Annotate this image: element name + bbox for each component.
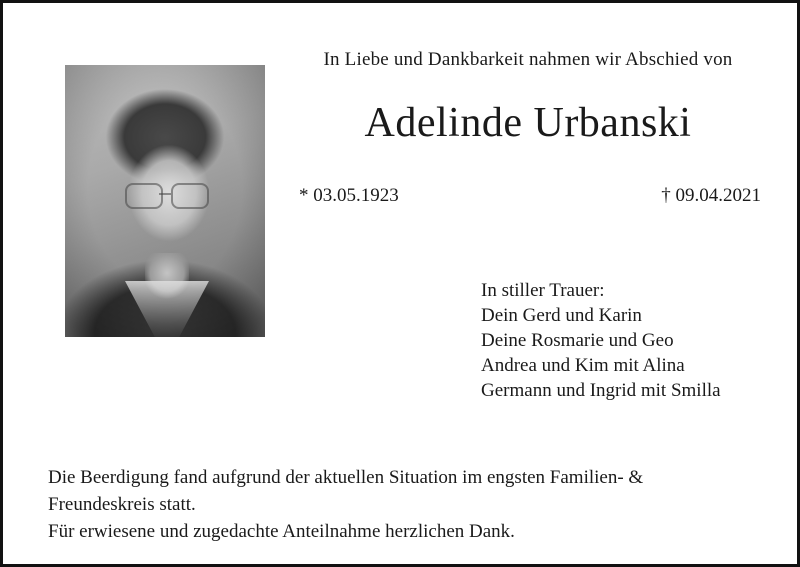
footer-line: Freundeskreis statt. (48, 493, 196, 515)
footer-line: Für erwiesene und zugedachte Anteilnahme herzlichen Dank. (48, 520, 515, 542)
portrait-vignette (65, 65, 265, 337)
birth-date: * 03.05.1923 (299, 185, 399, 206)
footer-line: Die Beerdigung fand aufgrund der aktuellen Situation im engsten Familien- & (48, 467, 644, 488)
portrait-image (65, 65, 265, 337)
footer-text (48, 465, 760, 546)
portrait-photo (65, 65, 265, 337)
mourners-block (481, 278, 721, 403)
deceased-name: Adelinde Urbanski (364, 100, 692, 146)
mourners-heading: In stiller Trauer: (481, 280, 605, 301)
mourner-line: Germann und Ingrid mit Smilla (481, 380, 721, 402)
mourner-line: Dein Gerd und Karin (481, 305, 642, 327)
notice-inner (3, 3, 797, 564)
mourner-line: Deine Rosmarie und Geo (481, 330, 674, 352)
lead-text: In Liebe und Dankbarkeit nahmen wir Abschied von (323, 49, 733, 70)
life-dates (299, 185, 761, 207)
mourner-line: Andrea und Kim mit Alina (481, 355, 685, 377)
death-date: † 09.04.2021 (661, 185, 761, 206)
